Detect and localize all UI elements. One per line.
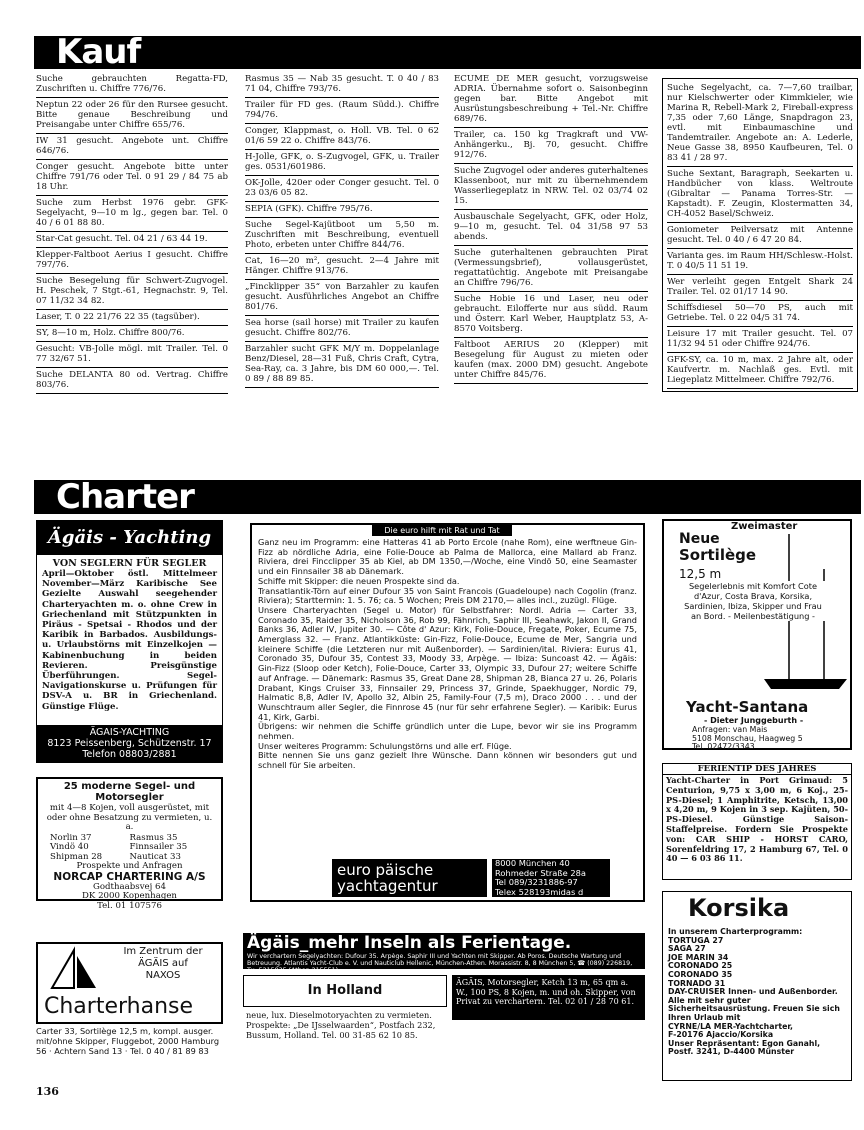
classified-ad: Leisure 17 mit Trailer gesucht. Tel. 07 11/32 94 51 oder Chiffre 924/76.	[667, 327, 853, 353]
classified-ad: Neptun 22 oder 26 für den Rursee gesucht. Bitte genaue Beschreibung und Preisangabe unter Chiffre 655/76.	[36, 98, 228, 134]
classified-ad: OK-Jolle, 420er oder Conger gesucht. Tel. 0 23 03/6 05 82.	[245, 176, 439, 202]
classified-ad: Gesucht: VB-Jolle mögl. mit Trailer. Tel. 0 77 32/67 51.	[36, 342, 228, 368]
ferientip-ad	[662, 763, 852, 880]
classified-ad: H-Jolle, GFK, o. S-Zugvogel, GFK, u. Trailer ges. 0531/601986.	[245, 150, 439, 176]
norcap-boat: Vindö 40	[50, 842, 89, 852]
sortilege-top: Zweimaster	[731, 521, 798, 532]
agais-ferien-title: Ägäis_mehr Inseln als Ferientage.	[247, 933, 572, 953]
classified-ad: Faltboot AERIUS 20 (Klepper) mit Besegelung für August zu mieten oder kaufen (max. 2000 DM) gesucht. Angebote unter Chiffre 845/76.	[454, 338, 648, 384]
euro-logo-line2: yachtagentur	[337, 877, 438, 895]
sortilege-new: Neue	[679, 531, 720, 547]
norcap-body: mit 4—8 Kojen, voll ausgerüstet, mit oder ohne Besatzung zu vermieten, u. a.	[46, 803, 213, 832]
classified-ad: GFK-SY, ca. 10 m, max. 2 Jahre alt, oder Kaufvertr. m. Nachlaß ges. Evtl. mit Liegeplatz Mittelmeer. Chiffre 792/76.	[667, 353, 853, 389]
sortilege-name: Sortilège	[679, 546, 757, 564]
classified-ad: Suche guterhaltenen gebrauchten Pirat (Vermessungsbrief), vollausgerüstet, regattatüchtig. Angebote mit Preisangabe an Chiffre 796/76.	[454, 246, 648, 292]
classified-ad: IW 31 gesucht. Angebote unt. Chiffre 646/76.	[36, 134, 228, 160]
kauf-column-3	[454, 72, 648, 384]
classified-ad: Star-Cat gesucht. Tel. 04 21 / 63 44 19.	[36, 232, 228, 248]
korsika-title: Korsika	[688, 894, 790, 922]
classified-ad: Suche Segelyacht, ca. 7—7,60 trailbar, nur Kielschwerter oder Kimmkieler, wie Marina R, Rebell-Mark 2, Fireball-express 7,35 oder 7,60 Länge, Snapdragon 23, evtl. mit Einbaumaschine und Tandemtrailer. Angebote an: A. Lederle, Neue Gasse 38, 8950 Kaufbeuren, Tel. 0 83 41 / 28 97.	[667, 81, 853, 167]
classified-ad: ECUME DE MER gesucht, vorzugsweise ADRIA. Übernahme sofort o. Saisonbeginn gegen bar. Bitte Angebot mit Ausrüstungsbeschreibung + Tel.-Nr. Chiffre 689/76.	[454, 72, 648, 128]
holland-ad	[243, 975, 447, 1007]
norcap-boat: Finnsailer 35	[129, 842, 188, 852]
classified-ad: Suche Sextant, Baragraph, Seekarten u. Handbücher von klass. Weltroute (Gibraltar — Panama Torres-Str. — Kapstadt). F. Zeugin, Klostermatten 34, CH-4052 Basel/Schweiz.	[667, 167, 853, 223]
sortilege-request: Anfragen: van Mais 5108 Monschau, Haagweg 5 Tel. 02472/3343	[692, 725, 803, 752]
classified-ad: Suche gebrauchten Regatta-FD, Zuschriften u. Chiffre 776/76.	[36, 72, 228, 98]
norcap-boat: Norlin 37	[50, 832, 92, 843]
korsika-body: In unserem Charterprogramm: TORTUGA 27 SAGA 27 JOE MARIN 34 CORONADO 25 CORONADO 35 TORNADO 31 DAY-CRUISER Innen- und Außenborder. Alle mit sehr guter Sicherheitsausrüstung. Freuen Sie sich Ihren Urlaub mit CYRNE/LA MER-Yachtcharter, F-20176 Ajaccio/Korsika Unser Repräsentant: Egon Ganahl, Postf. 3241, D-4400 Münster	[668, 927, 840, 1057]
classified-ad: Barzahler sucht GFK M/Y m. Doppelanlage Benz/Diesel, 28—31 Fuß, Chris Craft, Cytra, Sea-Ray, ca. 3 Jahre, bis DM 60 000,—. Tel. 0 89 / 88 89 85.	[245, 342, 439, 388]
charterhanse-ad	[36, 942, 223, 1024]
sortilege-yacht: Yacht-Santana	[686, 698, 809, 716]
agais-motorsegler-ad: ÄGÄIS, Motorsegler, Ketch 13 m, 65 qm a. W., 100 PS, 8 Kojen, m. und oh. Skipper, von Privat zu verchartern. Tel. 02 01 / 28 70 61.	[452, 975, 645, 1020]
section-heading-charter: Charter	[34, 480, 861, 514]
classified-ad: Sea horse (sail horse) mit Trailer zu kaufen gesucht. Chiffre 802/76.	[245, 316, 439, 342]
classified-ad: Goniometer Peilversatz mit Antenne gesucht. Tel. 0 40 / 6 47 20 84.	[667, 223, 853, 249]
charterhanse-line3: NAXOS	[145, 970, 181, 981]
norcap-boat: Rasmus 35	[129, 832, 178, 843]
norcap-line: Prospekte und Anfragen	[76, 861, 183, 871]
section-heading-kauf: Kauf	[34, 36, 861, 69]
korsika-ad	[662, 891, 852, 1081]
euro-logo-line1: euro päische	[337, 861, 434, 879]
sailboat-logo-icon	[44, 948, 104, 996]
classified-ad: Suche Besegelung für Schwert-Zugvogel. H. Peschek, 7 Stgt.-61, Hegnachstr. 9, Tel. 07 11/32 34 82.	[36, 274, 228, 310]
classified-ad: „Fincklipper 35“ von Barzahler zu kaufen gesucht. Ausführliches Angebot an Chiffre 801/76.	[245, 280, 439, 316]
sortilege-owner: - Dieter Junggeburth -	[704, 716, 804, 725]
kauf-column-1	[36, 72, 228, 394]
page-number: 136	[36, 1085, 59, 1098]
holland-title: In Holland	[307, 983, 383, 998]
classified-ad: Conger gesucht. Angebote bitte unter Chiffre 791/76 oder Tel. 0 91 29 / 84 75 ab 18 Uhr.	[36, 160, 228, 196]
ferientip-body: Yacht-Charter in Port Grimaud: 5 Centurion, 9,75 x 3,00 m, 6 Koj., 25-PS-Diesel; 1 Amphitrite, Ketsch, 13,00 x 4,20 m, 9 Kojen in 3 sep. Kajüten, 50-PS-Diesel. Günstige Saison-Staffelpreise. Fordern Sie Prospekte von: CAR SHIP - HORST CARO, Sorenfeldring 17, 2 Hamburg 67, Tel. 0 40 — 6 03 86 11.	[666, 775, 848, 864]
classified-ad: Laser, T. 0 22 21/76 22 35 (tagsüber).	[36, 310, 228, 326]
ferientip-title: FERIENTIP DES JAHRES	[663, 764, 851, 775]
agais-yachting-footer: ÄGAIS-YACHTING 8123 Peissenberg, Schützenstr. 17 Telefon 08803/2881	[37, 725, 222, 762]
agais-yachting-title: VON SEGLERN FÜR SEGLER	[52, 558, 207, 569]
classified-ad: Klepper-Faltboot Aerius I gesucht. Chiffre 797/76.	[36, 248, 228, 274]
agais-ferien-body: Wir verchartern Segelyachten: Dufour 35. Arpège. Saphir III und Yachten mit Skipper. Ab Poros. Deutsche Wartung und Betreuung. Atlantis Yacht-Club e. V. und Nauticlub Hellenic, München-Athen. Morassistr. 8, 8 München 5, ☎ (089) 226819, Tx. 5215935 (Athen 215551)	[247, 953, 633, 975]
classified-ad: Suche zum Herbst 1976 gebr. GFK-Segelyacht, 9—10 m lg., gegen bar. Tel. 0 40 / 6 01 88 80.	[36, 196, 228, 232]
charterhanse-line1: Im Zentrum der	[123, 946, 203, 957]
norcap-name: NORCAP CHARTERING A/S	[53, 870, 206, 883]
classified-ad: Schiffsdiesel 50—70 PS, auch mit Getriebe. Tel. 0 22 04/5 31 74.	[667, 301, 853, 327]
norcap-address: Godthaabsvej 64 DK 2000 Kopenhagen Tel. 01 107576	[82, 881, 177, 911]
charterhanse-body: Carter 33, Sortilège 12,5 m, kompl. ausger. mit/ohne Skipper, Fluggebot, 2000 Hamburg 56 · Achtern Sand 13 · Tel. 0 40 / 81 89 83	[36, 1026, 220, 1056]
classified-ad: Trailer für FD ges. (Raum Südd.). Chiffre 794/76.	[245, 98, 439, 124]
euro-yachtagentur-ad	[250, 523, 645, 902]
euro-tagline: Die euro hilft mit Rat und Tat	[372, 525, 512, 536]
euro-logo	[332, 859, 487, 897]
classified-ad: Conger, Klappmast, o. Holl. VB. Tel. 0 62 01/6 59 22 o. Chiffre 843/76.	[245, 124, 439, 150]
classified-ad: Ausbauschale Segelyacht, GFK, oder Holz, 9—10 m, gesucht. Tel. 04 31/58 97 53 abends.	[454, 210, 648, 246]
norcap-boat: Nauticat 33	[129, 851, 181, 862]
classified-ad: Rasmus 35 — Nab 35 gesucht. T. 0 40 / 83 71 04, Chiffre 793/76.	[245, 72, 439, 98]
classified-ad: Cat, 16—20 m², gesucht. 2—4 Jahre mit Hänger. Chiffre 913/76.	[245, 254, 439, 280]
euro-address: 8000 München 40 Rohmeder Straße 28a Tel 089/3231886-97 Telex 528193midas d	[492, 859, 610, 897]
sortilege-body: Segelerlebnis mit Komfort Cote d'Azur, Costa Brava, Korsika, Sardinien, Ibiza, Skipper und Frau an Bord. - Meilenbestätigung -	[678, 581, 828, 621]
classified-ad: SY, 8—10 m, Holz. Chiffre 800/76.	[36, 326, 228, 342]
classified-ad: SEPIA (GFK). Chiffre 795/76.	[245, 202, 439, 218]
agais-yachting-logo: Ägäis - Yachting	[37, 521, 222, 555]
agais-ferien-ad	[243, 933, 645, 975]
classified-ad: Suche Hobie 16 und Laser, neu oder gebraucht. Eilofferte nur aus südd. Raum und Österr. Karl Weber, Hauptplatz 53, A-8570 Voitsberg.	[454, 292, 648, 338]
norcap-boat: Shipman 28	[50, 851, 103, 862]
agais-yachting-ad	[36, 520, 223, 763]
norcap-title: 25 moderne Segel- und Motorsegler	[63, 781, 196, 803]
charterhanse-name: Charterhanse	[44, 994, 194, 1019]
classified-ad: Suche Zugvogel oder anderes guterhaltenes Klassenboot, nur mit zu übernehmendem Wasserliegeplatz in NRW. Tel. 02 03/74 02 15.	[454, 164, 648, 210]
classified-ad: Suche DELANTA 80 od. Vertrag. Chiffre 803/76.	[36, 368, 228, 394]
kauf-column-2	[245, 72, 439, 388]
classified-ad: Trailer, ca. 150 kg Tragkraft und VW-Anhängerku., Bj. 70, gesucht. Chiffre 912/76.	[454, 128, 648, 164]
holland-body: neue, lux. Dieselmotoryachten zu vermieten. Prospekte: „De IJsselwaarden“, Postfach 232, Bussum, Holland. Tel. 00 31-85 62 10 85.	[246, 1010, 436, 1040]
norcap-boat-list	[38, 834, 221, 863]
classified-ad: Suche Segel-Kajütboot um 5,50 m. Zuschriften mit Beschreibung, eventuell Photo, erbeten unter Chiffre 844/76.	[245, 218, 439, 254]
norcap-ad	[36, 777, 223, 911]
agais-yachting-body: April—Oktober östl. Mittelmeer November—März Karibische See Gezielte Auswahl seegehender Charteryachten m. o. ohne Crew in Griechenland mit Stützpunkten in Piräus - Spetsai - Rhodos und der Karibik in Barbados. Ausbildungs- u. Urlaubstörns mit Einzelkojen — Kabinenbuchung in beiden Revieren. Preisgünstige Überführungen. Segel-Navigationskurse u. Prüfungen für DSV-A u. BR in Griechenland. Günstige Flüge.	[42, 569, 217, 712]
classified-ad: Varianta ges. im Raum HH/Schlesw.-Holst. T. 0 40/5 11 51 19.	[667, 249, 853, 275]
classified-ad: Wer verleiht gegen Entgelt Shark 24 Trailer. Tel. 02 01/17 14 90.	[667, 275, 853, 301]
kauf-column-4	[662, 78, 858, 392]
euro-body: Ganz neu im Programm: eine Hatteras 41 ab Porto Ercole (nahe Rom), eine werftneue Gin-Fizz ab nördliche Adria, eine Folie-Douce ab Palma de Mallorca, eine Mallard ab Franz. Riviera, drei Fincclipper 35 ab Kiel, ab DM 1350,—/Woche, eine Vindö 50, eine Seamaster und ein Finnsailer 38 ab Dänemark. Schiffe mit Skipper: die neuen Prospekte sind da. Transatlantik-Törn auf einer Dufour 35 von Saint Francois (Guadeloupe) nach Cogolin (franz. Riviera); Starttermin: 1. 5. 76; ca. 5 Wochen; Preis DM 2170,— alles incl., zuzügl. Flüge. Unsere Charteryachten (Segel u. Motor) für Selbstfahrer: Nordl. Adria — Carter 33, Coronado 35, Raider 35, Nicholson 36, Rob 99, Fähnrich, Saphir III, Seahawk, Jakon II, Grand Banks 36, Adler IV, Jupiter 30. — Côte d' Azur: Kirk, Folie-Douce, Fregate, Poker, Ecume 75, Amerglass 32. — Franz. Atlantikküste: Gin-Fizz, Folie-Douce, Ecume de Mer, Sangria und kleinere Schiffe (die Letzteren nur mit Außenborder). — Sardinien/ital. Riviera: Eurus 41, Coronado 35, Dufour 35, Contest 33, Moody 33, Arpège. — Ibiza: Suncoast 42. — Ägäis: Gin-Fizz (Sloop oder Ketch), Folie-Douce, Carter 33, Olympic 33, Dufour 27; weitere Schiffe auf Anfrage. — Dänemark: Rasmus 35, Great Dane 28, Shipman 28, Bianca 27 u. 26, Polaris Drabant, Kings Cruiser 33, Finnsailer 29, Princess 37, Grinde, Spaekhugger, Nordic 79, Halmatic 8,8, Adler IV, Apollo 32, Albin 25, Family-Four (7,5 m), Draco 2000 . . . und der Wunschtraum aller Segler, die Finnrose 45 (nur für sehr erfahrene Segler). — Karibik: Eurus 41, Kirk, Garbi. Übrigens: wir nehmen die Schiffe gründlich unter die Lupe, bevor wir sie ins Programm nehmen. Unser weiteres Programm: Schulungstörns und alle erf. Flüge. Bitte nennen Sie uns ganz gezielt Ihre Wünsche. Dann können wir besonders gut und schnell für Sie arbeiten.	[258, 537, 637, 771]
sortilege-length: 12,5 m	[679, 567, 722, 581]
sortilege-ad	[662, 519, 852, 750]
charterhanse-line2: ÄGÄIS auf	[138, 958, 188, 969]
